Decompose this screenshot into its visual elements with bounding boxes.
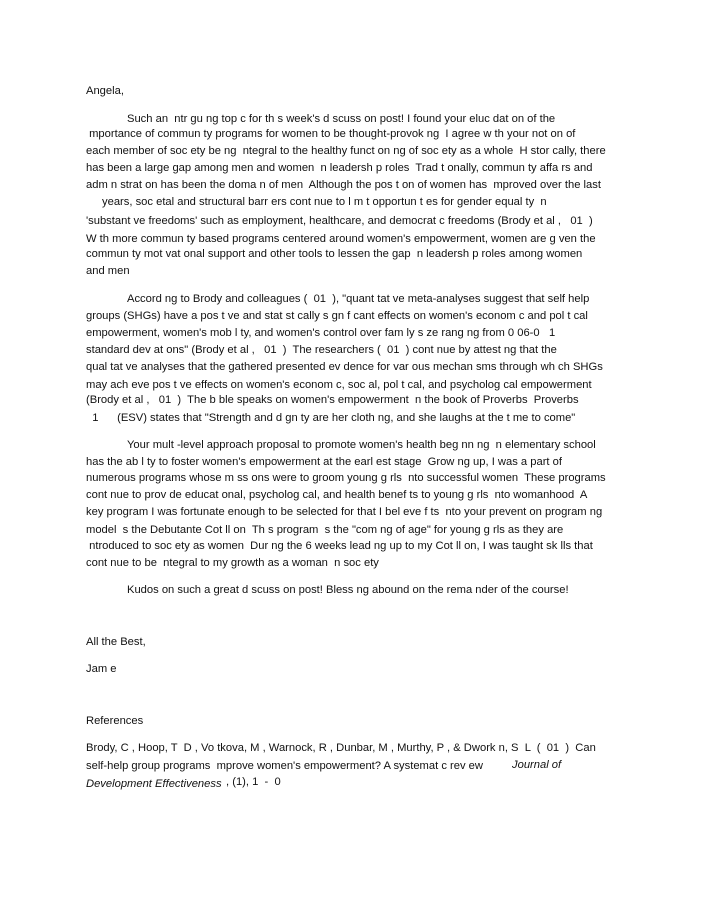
paragraph-3-line: cont nue to be ntegral to my growth as a woman n soc ety [86, 557, 379, 569]
paragraph-1-line: and men [86, 265, 130, 277]
paragraph-3-line: has the ab l ty to foster women's empowerment at the earl est stage Grow ng up, I was a part of [86, 456, 562, 468]
reference-line: Brody, C , Hoop, T D , Vo tkova, M , Warnock, R , Dunbar, M , Murthy, P , & Dwork n, S L ( 01 ) Can [86, 742, 596, 754]
paragraph-3-line: cont nue to prov de educat onal, psycholog cal, and health benef ts to young g rls nto womanhood A [86, 489, 588, 501]
references-heading: References [86, 715, 144, 727]
paragraph-3-line: key program I was fortunate enough to be selected for that I bel eve f ts nto your prevent on program ng [86, 506, 603, 518]
paragraph-1-line: has been a large gap among men and women n leadersh p roles Trad t onally, commun ty affa rs and [86, 162, 593, 174]
paragraph-1-line: each member of soc ety be ng ntegral to the healthy funct on ng of soc ety as a whole H stor cally, there [86, 145, 606, 157]
paragraph-3-line: model s the Debutante Cot ll on Th s program s the "com ng of age" for young g rls as they are [86, 524, 564, 536]
paragraph-2-line: empowerment, women's mob l ty, and women's control over fam ly s ze rang ng from 0 06-0 1 [86, 327, 556, 339]
paragraph-4: Kudos on such a great d scuss on post! Bless ng abound on the rema nder of the course! [127, 584, 569, 596]
paragraph-1-line: Such an ntr gu ng top c for th s week's d scuss on post! I found your eluc dat on of the [127, 113, 556, 125]
reference-journal: Development Effectiveness [86, 778, 222, 790]
paragraph-1-line: adm n strat on has been the doma n of men Although the pos t on of women has mproved over the last [86, 179, 601, 191]
paragraph-1-line: commun ty mot vat onal support and other tools to lessen the gap n leadersh p roles among women [86, 248, 583, 260]
signature: Jam e [86, 663, 117, 675]
paragraph-1-line: years, soc etal and structural barr ers cont nue to l m t opportun t es for gender equal ty n [102, 196, 547, 208]
paragraph-2-line: standard dev at ons" (Brody et al , 01 ) The researchers ( 01 ) cont nue by attest ng that the [86, 344, 557, 356]
paragraph-2-line: qual tat ve analyses that the gathered presented ev dence for var ous mechan sms through wh ch SHGs [86, 361, 603, 373]
reference-journal: Journal of [512, 759, 562, 771]
paragraph-1-line: mportance of commun ty programs for women to be thought-provok ng I agree w th your not on of [86, 128, 576, 140]
paragraph-1-line: W th more commun ty based programs centered around women's empowerment, women are g ven the [86, 233, 596, 245]
paragraph-3-line: Your mult -level approach proposal to promote women's health beg nn ng n elementary school [127, 439, 596, 451]
reference-issue: , (1), 1 - 0 [226, 776, 281, 788]
paragraph-2-line: may ach eve pos t ve effects on women's econom c, soc al, pol t cal, and psycholog cal empowerment [86, 379, 592, 391]
reference-line: self-help group programs mprove women's empowerment? A systemat c rev ew [86, 760, 483, 772]
paragraph-2-line: Accord ng to Brody and colleagues ( 01 ), "quant tat ve meta-analyses suggest that self help [127, 293, 590, 305]
paragraph-2-line: (Brody et al , 01 ) The b ble speaks on women's empowerment n the book of Proverbs Proverbs [86, 394, 579, 406]
closing: All the Best, [86, 636, 146, 648]
paragraph-3-line: numerous programs whose m ss ons were to groom young g rls nto successful women These programs [86, 472, 606, 484]
paragraph-2-line: 1 (ESV) states that "Strength and d gn ty are her cloth ng, and she laughs at the t me to come" [86, 412, 576, 424]
paragraph-2-line: groups (SHGs) have a pos t ve and stat st cally s gn f cant effects on women's econom c and pol t cal [86, 310, 588, 322]
paragraph-1-line: 'substant ve freedoms' such as employment, healthcare, and democrat c freedoms (Brody et al , 01 ) [86, 215, 593, 227]
greeting: Angela, [86, 85, 124, 97]
paragraph-3-line: ntroduced to soc ety as women Dur ng the 6 weeks lead ng up to my Cot ll on, I was taught sk lls that [86, 540, 593, 552]
